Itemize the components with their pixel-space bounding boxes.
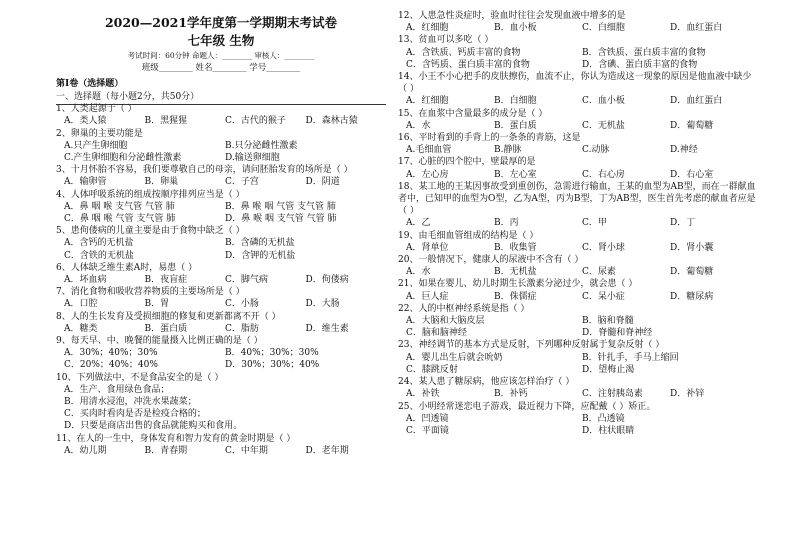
answer-option: A．坏血病 [64, 275, 107, 286]
question-item [56, 286, 386, 310]
answer-option: C．脑和脑神经 [406, 328, 467, 339]
exam-info: 考试时间：60分钟 命题人：________ 审核人：________ [127, 51, 315, 60]
answer-option: C．古代的猴子 [225, 116, 286, 127]
answer-option: A.只产生卵细胞 [64, 140, 128, 151]
answer-option: C．右心房 [582, 169, 625, 180]
answer-option: D．维生素 [305, 323, 349, 334]
answer-option: B．卵巢 [144, 177, 179, 188]
answer-option: D．鼻 喉 咽 支气管 气管 肺 [225, 214, 337, 225]
answer-option: A．输卵管 [64, 177, 107, 188]
exam-subtitle: 七年级 生物 [187, 33, 255, 48]
option-list [398, 413, 758, 437]
question-stem: 8、人的生长发育及受损细胞的修复和更新都离不开（ ） [56, 311, 281, 322]
option-list [56, 115, 386, 127]
question-stem: 17、心脏的四个腔中，壁最厚的是 [398, 157, 536, 168]
option-list [56, 384, 386, 433]
answer-option: B．脑和脊髓 [582, 316, 634, 327]
question-item [398, 254, 758, 278]
answer-option: C．脂肪 [225, 323, 259, 334]
question-item [56, 335, 386, 372]
answer-option: D．葡萄糖 [670, 120, 714, 131]
answer-option: D．丁 [670, 218, 696, 229]
answer-option: A．水 [406, 120, 431, 131]
question-stem: 19、由毛细血管组成的结构是（ ） [398, 230, 539, 241]
question-item [56, 189, 386, 226]
option-list [56, 323, 386, 335]
question-stem: 9、每天早、中、晚餐的能量摄入比例正确的是（ ） [56, 336, 263, 347]
exam-title: 2020—2021学年度第一学期期末考试卷 [104, 15, 338, 30]
question-stem: 16、平时看到的手背上的一条条的青筋，这是 [398, 133, 581, 144]
answer-option: A．30%；40%；30% [64, 348, 158, 359]
option-list [398, 217, 758, 229]
question-item [398, 339, 758, 376]
option-list [56, 274, 386, 286]
answer-option: C．子宫 [225, 177, 259, 188]
answer-option: D．30%；30%；40% [225, 360, 320, 371]
answer-option: D．佝偻病 [305, 275, 349, 286]
answer-option: D．柱状眼睛 [582, 425, 635, 436]
section-label: 第Ⅰ卷（选择题） [56, 79, 124, 89]
answer-option: D．补锌 [670, 389, 705, 400]
answer-option: B．鼻 喉 咽 气管 支气管 肺 [225, 201, 336, 212]
question-item [56, 372, 386, 433]
option-list [56, 201, 386, 225]
answer-option: C．注射胰岛素 [582, 389, 643, 400]
answer-option: C.动脉 [582, 145, 610, 156]
answer-option: B．含磷的无机盐 [225, 238, 295, 249]
left-column [56, 0, 386, 457]
answer-option: B．40%；30%；30% [225, 348, 319, 359]
answer-option: B．含铁质、蛋白质丰富的食物 [582, 47, 706, 58]
answer-option: D．右心室 [670, 169, 714, 180]
question-stem: 24、某人患了糖尿病，他应该怎样治疗（ ） [398, 377, 575, 388]
option-list [398, 47, 758, 71]
option-list [398, 291, 758, 303]
question-stem: 6、人体缺乏维生素A时，易患（ ） [56, 262, 198, 273]
question-stem: 2、卵巢的主要功能是 [56, 128, 143, 139]
answer-option: B．蛋白质 [144, 323, 188, 334]
question-item [398, 303, 758, 340]
answer-option: C．无机盐 [582, 120, 625, 131]
question-item [398, 108, 758, 132]
answer-option: A．婴儿出生后就会吮奶 [406, 352, 503, 363]
option-list [398, 352, 758, 376]
answer-option: C．脚气病 [225, 275, 268, 286]
student-info: 班级________ 姓名________ 学号________ [141, 63, 301, 73]
answer-option: D．血红蛋白 [670, 96, 723, 107]
question-item [398, 10, 758, 34]
answer-option: D．糖尿病 [670, 291, 714, 302]
option-list [398, 22, 758, 34]
answer-option: C．买肉时看肉是否是检疫合格的； [64, 409, 206, 420]
question-item [398, 401, 758, 438]
answer-option: B．夜盲症 [144, 275, 188, 286]
answer-option: D．望梅止渴 [582, 364, 635, 375]
answer-option: C．中年期 [225, 445, 268, 456]
answer-option: A．补铁 [406, 389, 440, 400]
answer-option: B．白细胞 [494, 96, 537, 107]
answer-option: C.产生卵细胞和分泌雌性激素 [64, 153, 182, 164]
question-item [56, 262, 386, 286]
question-stem: 7、消化食物和吸收营养物质的主要场所是（ ） [56, 287, 245, 298]
answer-option: A．口腔 [64, 299, 98, 310]
question-item [398, 71, 758, 108]
question-stem: 5、患佝偻病的儿童主要是由于食物中缺乏（ ） [56, 226, 245, 237]
answer-option: C．20%；40%；40% [64, 360, 158, 371]
answer-option: B.静脉 [494, 145, 522, 156]
answer-option: D．肾小囊 [670, 242, 714, 253]
answer-option: A．含铁质、钙质丰富的食物 [406, 47, 521, 58]
option-list [56, 347, 386, 371]
answer-option: A．幼儿期 [64, 445, 107, 456]
answer-option: B．凸透镜 [582, 413, 625, 424]
answer-option: D．含钾的无机盐 [225, 250, 296, 261]
question-list-right [398, 10, 758, 437]
option-list [56, 445, 386, 457]
question-stem: 20、一般情况下，健康人的尿液中不含有（ ） [398, 255, 584, 266]
answer-option: B．侏儒症 [494, 291, 537, 302]
question-item [398, 156, 758, 180]
option-list [56, 237, 386, 261]
answer-option: C．膝跳反射 [406, 364, 458, 375]
answer-option: A．凹透镜 [406, 413, 449, 424]
answer-option: A．糖类 [64, 323, 98, 334]
question-list-left [56, 103, 386, 457]
question-item [398, 278, 758, 302]
answer-option: C．白细胞 [582, 23, 625, 34]
answer-option: B．无机盐 [494, 267, 537, 278]
answer-option: D．血红蛋白 [670, 23, 723, 34]
question-item [398, 34, 758, 71]
answer-option: C．含钙质、蛋白质丰富的食物 [406, 59, 530, 70]
option-list [56, 176, 386, 188]
question-item [398, 230, 758, 254]
answer-option: C．甲 [582, 218, 607, 229]
option-list [398, 242, 758, 254]
answer-option: D．脊髓和脊神经 [582, 328, 653, 339]
option-list [398, 169, 758, 181]
answer-option: D．大肠 [305, 299, 340, 310]
question-item [56, 103, 386, 127]
answer-option: B.只分泌雌性激素 [225, 140, 298, 151]
question-stem: 13、贫血可以多吃（ ） [398, 35, 494, 46]
question-item [56, 311, 386, 335]
answer-option: D．葡萄糖 [670, 267, 714, 278]
answer-option: B．黑猩猩 [144, 116, 188, 127]
option-list [398, 388, 758, 400]
answer-option: D．老年期 [305, 445, 349, 456]
answer-option: B．青春期 [144, 445, 188, 456]
answer-option: A．大脑和大脑皮层 [406, 316, 485, 327]
answer-option: C．血小板 [582, 96, 625, 107]
question-stem: 12、人患急性炎症时，验血时往往会发现血液中增多的是 [398, 11, 626, 21]
answer-option: B．补钙 [494, 389, 528, 400]
option-list [398, 95, 758, 107]
answer-option: A．红细胞 [406, 23, 449, 34]
question-stem: 3、十月怀胎不容易，我们要尊敬自己的母亲，请问胚胎发育的场所是（ ） [56, 165, 353, 176]
answer-option: B．收集管 [494, 242, 537, 253]
answer-option: C．呆小症 [582, 291, 625, 302]
answer-option: D．森林古猿 [305, 116, 358, 127]
answer-option: A．含钙的无机盐 [64, 238, 134, 249]
answer-option: B．左心室 [494, 169, 537, 180]
answer-option: D.神经 [670, 145, 698, 156]
answer-option: B．丙 [494, 218, 519, 229]
answer-option: D．只要是商店出售的食品就能购买和食用。 [64, 421, 243, 432]
answer-option: D．阴道 [305, 177, 340, 188]
answer-option: B．蛋白质 [494, 120, 537, 131]
answer-option: C．尿素 [582, 267, 616, 278]
option-list [398, 266, 758, 278]
option-list [398, 144, 758, 156]
question-stem: 11、在人的一生中，身体发育和智力发育的黄金时期是（ ） [56, 433, 296, 444]
answer-option: C．肾小球 [582, 242, 625, 253]
answer-option: A．巨人症 [406, 291, 449, 302]
answer-option: A．肾单位 [406, 242, 449, 253]
question-stem: 23、神经调节的基本方式是反射，下列哪种反射属于复杂反射（ ） [398, 340, 665, 351]
question-item [398, 132, 758, 156]
answer-option: B．胃 [144, 299, 170, 310]
answer-option: C．平面镜 [406, 425, 449, 436]
answer-option: A．生产、食用绿色食品； [64, 384, 170, 395]
question-stem: 4、人体呼吸系统的组成按顺序排列应当是（ ） [56, 189, 245, 200]
answer-option: D.输送卵细胞 [225, 153, 280, 164]
question-stem: 18、某工地的王某因事故受到重创伤，急需进行输血，王某的血型为AB型，而在一群献血者中，已知甲的血型为O型，乙为A型，丙为B型，丁为AB型，医生首先考虑的献血者应是（ ） [398, 181, 756, 217]
question-item [398, 181, 758, 230]
question-stem: 22、人的中枢神经系统是指（ ） [398, 303, 530, 314]
answer-option: D．含碘、蛋白质丰富的食物 [582, 59, 698, 70]
question-stem: 1、人类起源于（ ） [56, 104, 137, 115]
section-instruction: 一、选择题（每小题2分，共50分） [56, 92, 200, 102]
question-item [56, 433, 386, 457]
answer-option: A．左心房 [406, 169, 449, 180]
section-divider [56, 104, 386, 105]
answer-option: B．用清水浸泡，冲洗水果蔬菜； [64, 397, 197, 408]
option-list [398, 120, 758, 132]
answer-option: B．血小板 [494, 23, 537, 34]
answer-option: A．鼻 咽 喉 支气管 气管 肺 [64, 201, 175, 212]
option-list [56, 140, 386, 164]
question-stem: 14、小王不小心把手的皮肤擦伤，血流不止，你认为造成这一现象的原因是他血液中缺少（ ） [398, 72, 752, 95]
question-stem: 21、如果在婴儿、幼儿时期生长激素分泌过少，就会患（ ） [398, 279, 638, 290]
question-item [56, 225, 386, 262]
answer-option: A．红细胞 [406, 96, 449, 107]
answer-option: A．乙 [406, 218, 431, 229]
question-item [56, 128, 386, 165]
answer-option: C．含铁的无机盐 [64, 250, 134, 261]
option-list [56, 298, 386, 310]
question-item [56, 164, 386, 188]
question-stem: 10、下列做法中，不是食品安全的是（ ） [56, 372, 224, 383]
right-column [398, 10, 758, 437]
question-stem: 25、小明经常迷恋电子游戏，最近视力下降，应配戴（ ）矫正。 [398, 401, 656, 412]
answer-option: A．水 [406, 267, 431, 278]
answer-option: C．鼻 咽 喉 气管 支气管 肺 [64, 214, 176, 225]
answer-option: A.毛细血管 [406, 145, 452, 156]
option-list [398, 315, 758, 339]
answer-option: C．小肠 [225, 299, 259, 310]
question-stem: 15、在血浆中含量最多的成分是（ ） [398, 108, 548, 119]
question-item [398, 376, 758, 400]
answer-option: A．类人猿 [64, 116, 107, 127]
answer-option: B．针扎手，手马上缩回 [582, 352, 679, 363]
